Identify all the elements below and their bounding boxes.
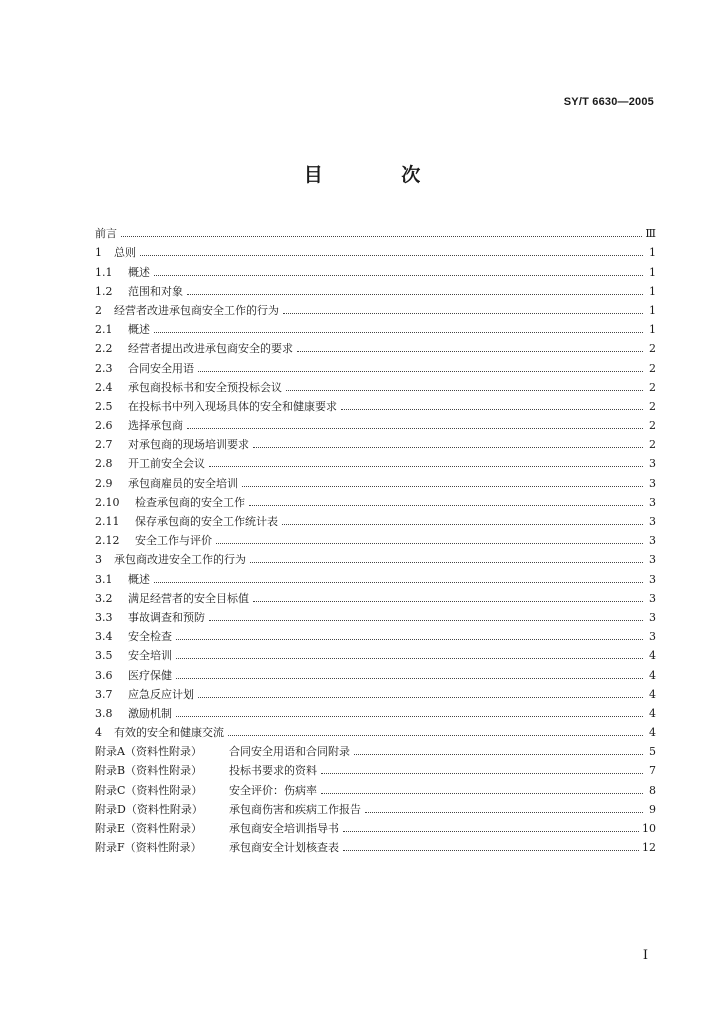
toc-entry-page: 7 [649,764,656,778]
toc-dot-leader [365,812,643,813]
toc-entry [95,547,656,566]
toc-entry-number: 2.4 [95,380,113,394]
toc-entry-page: 4 [649,649,656,663]
toc-entry-title: 承包商安全培训指导书 [229,822,339,835]
toc-entry-title: 概述 [128,265,150,279]
toc-dot-leader [242,486,643,487]
toc-entry-title: 合同安全用语和合同附录 [229,745,350,759]
toc-entry [95,470,656,489]
toc-entry-title: 前言 [95,227,117,241]
toc-entry-title: 承包商投标书和安全预投标会议 [128,380,282,394]
toc-entry-page: 4 [649,687,656,701]
toc-entry-number: 2.11 [95,515,120,528]
toc-dot-leader [321,773,643,774]
toc-entry [95,662,656,681]
toc-entry [95,336,656,355]
toc-entry-number: 3.7 [95,687,113,701]
toc-entry-number: 2 [95,303,102,317]
toc-entry-title: 安全检查 [128,630,172,644]
toc-dot-leader [121,236,642,237]
toc-dot-leader [253,601,643,602]
toc-entry-title: 开工前安全会议 [128,457,205,471]
toc-entry-title: 概述 [128,323,150,337]
toc-entry [95,298,656,317]
toc-entry [95,701,656,720]
toc-entry-page: 1 [649,246,656,260]
toc-entry-number: 2.3 [95,361,113,375]
toc-entry-number: 1.1 [95,265,113,279]
toc-entry [95,682,656,701]
toc-dot-leader [198,371,643,372]
toc-entry-title: 医疗保健 [128,668,172,682]
toc-entry-title: 范围和对象 [128,284,183,298]
toc-dot-leader [176,678,643,679]
toc-entry-page: 3 [649,515,656,528]
toc-dot-leader [154,332,643,333]
toc-entry-number: 3.4 [95,630,113,644]
toc-dot-leader [228,735,643,736]
toc-entry-number: 3 [95,553,102,567]
toc-entry [95,259,656,278]
toc-entry [95,413,656,432]
toc-entry [95,394,656,413]
toc-dot-leader [341,409,643,410]
toc-entry-title: 承包商伤害和疾病工作报告 [229,802,361,816]
toc-entry-page: 3 [649,495,656,509]
toc-entry-page: 1 [649,303,656,317]
toc-entry-title: 合同安全用语 [128,361,194,375]
toc-entry [95,643,656,662]
toc-entry-number: 附录B（资料性附录） [95,764,203,778]
toc-entry-number: 1.2 [95,284,113,298]
toc-entry-title: 经营者改进承包商安全工作的行为 [114,303,279,317]
toc-entry-number: 2.12 [95,534,120,548]
toc-entry [95,797,656,816]
toc-entry-number: 2.5 [95,399,113,413]
toc-entry-title: 安全培训 [128,649,172,663]
toc-entry [95,221,656,240]
toc-entry [95,317,656,336]
toc-entry [95,279,656,298]
toc-entry-title: 承包商雇员的安全培训 [128,476,238,490]
toc-entry-number: 3.2 [95,591,113,605]
toc-entry-page: 2 [649,438,656,452]
toc-entry-page: 1 [649,265,656,279]
toc-dot-leader [343,850,639,851]
toc-entry-number: 3.8 [95,706,113,720]
toc-entry-title: 检查承包商的安全工作 [135,495,245,509]
toc-dot-leader [282,524,643,525]
toc-entry-number: 3.3 [95,610,113,624]
toc-entry-page: 3 [649,457,656,471]
toc-dot-leader [209,620,643,621]
toc-entry-number: 附录E（资料性附录） [95,822,203,835]
toc-dot-leader [187,294,643,295]
toc-entry-number: 2.7 [95,438,113,452]
toc-entry [95,490,656,509]
toc-entry [95,375,656,394]
toc-entry-page: 3 [649,553,656,567]
toc-entry-page: 5 [649,745,656,759]
toc-dot-leader [154,275,643,276]
toc-dot-leader [176,639,643,640]
toc-entry-number: 附录A（资料性附录） [95,745,202,759]
toc-entry-title: 承包商改进安全工作的行为 [114,553,246,567]
toc-entry [95,432,656,451]
toc-entry-number: 3.5 [95,649,113,663]
toc-entry-number: 附录D（资料性附录） [95,802,203,816]
toc-dot-leader [286,390,643,391]
toc-entry-page: 4 [649,726,656,740]
toc-entry [95,720,656,739]
toc-dot-leader [249,505,643,506]
toc-dot-leader [176,716,643,717]
toc-entry-number: 2.2 [95,342,113,356]
toc-entry-number: 4 [95,726,102,740]
table-of-contents [95,221,656,854]
toc-entry-page: 2 [649,361,656,375]
toc-dot-leader [321,793,643,794]
toc-entry [95,605,656,624]
toc-entry-number: 2.8 [95,457,113,471]
toc-entry-number: 1 [95,246,102,260]
toc-entry-title: 投标书要求的资料 [229,764,317,778]
toc-entry [95,528,656,547]
toc-entry-page: 3 [649,476,656,490]
toc-entry [95,777,656,796]
toc-dot-leader [343,831,639,832]
toc-entry-page: 10 [642,822,656,835]
toc-dot-leader [354,754,643,755]
toc-entry-title: 选择承包商 [128,419,183,433]
toc-entry-number: 3.6 [95,668,113,682]
toc-dot-leader [198,697,643,698]
toc-entry-page: 4 [649,706,656,720]
toc-entry [95,451,656,470]
toc-dot-leader [283,313,643,314]
toc-entry-title: 在投标书中列入现场具体的安全和健康要求 [128,399,337,413]
toc-entry [95,355,656,374]
toc-entry-title: 有效的安全和健康交流 [114,726,224,740]
toc-entry-title: 概述 [128,572,150,586]
toc-entry-page: 3 [649,534,656,548]
toc-entry-page: 4 [649,668,656,682]
toc-dot-leader [187,428,643,429]
toc-entry-page: 3 [649,591,656,605]
standard-code: SY/T 6630—2005 [563,96,654,108]
toc-entry-number: 3.1 [95,572,113,586]
toc-dot-leader [216,543,643,544]
toc-entry-title: 总则 [114,246,136,260]
toc-entry-number: 2.10 [95,495,120,509]
toc-dot-leader [140,255,643,256]
toc-entry-title: 承包商安全计划核查表 [229,841,339,855]
toc-dot-leader [250,562,643,563]
toc-entry-number: 2.1 [95,323,113,337]
toc-dot-leader [154,582,643,583]
toc-entry-title: 经营者提出改进承包商安全的要求 [128,342,293,356]
toc-entry-title: 事故调查和预防 [128,610,205,624]
toc-entry-number: 2.9 [95,476,113,490]
toc-entry-page: 8 [649,783,656,797]
toc-entry-title: 保存承包商的安全工作统计表 [135,515,278,528]
toc-dot-leader [253,447,643,448]
toc-entry-title: 应急反应计划 [128,687,194,701]
toc-entry [95,586,656,605]
toc-entry-page: 3 [649,610,656,624]
toc-entry-page: 1 [649,284,656,298]
toc-dot-leader [209,466,643,467]
toc-dot-leader [176,658,643,659]
toc-entry [95,835,656,854]
toc-entry [95,566,656,585]
toc-entry-title: 安全工作与评价 [135,534,212,548]
toc-entry-page: 3 [649,630,656,644]
toc-entry [95,739,656,758]
toc-entry [95,758,656,777]
toc-entry-title: 安全评价：伤病率 [229,783,317,797]
toc-entry [95,816,656,835]
toc-entry-page: 2 [649,399,656,413]
toc-entry-page: 12 [642,841,656,855]
toc-entry [95,509,656,528]
toc-entry-page: 2 [649,342,656,356]
toc-entry-page: 3 [649,572,656,586]
toc-entry-page: 2 [649,380,656,394]
toc-entry-page: 1 [649,323,656,337]
toc-entry-title: 对承包商的现场培训要求 [128,438,249,452]
toc-entry [95,624,656,643]
page-number: I [642,948,648,963]
toc-entry-page: 9 [649,802,656,816]
toc-entry-number: 附录C（资料性附录） [95,783,203,797]
toc-entry-number: 2.6 [95,419,113,433]
toc-entry-page: Ⅲ [645,227,656,241]
toc-entry [95,240,656,259]
toc-entry-page: 2 [649,419,656,433]
toc-dot-leader [297,351,643,352]
page-title: 目 次 [303,164,457,186]
toc-entry-title: 满足经营者的安全目标值 [128,591,249,605]
toc-entry-number: 附录F（资料性附录） [95,841,202,855]
toc-entry-title: 激励机制 [128,706,172,720]
